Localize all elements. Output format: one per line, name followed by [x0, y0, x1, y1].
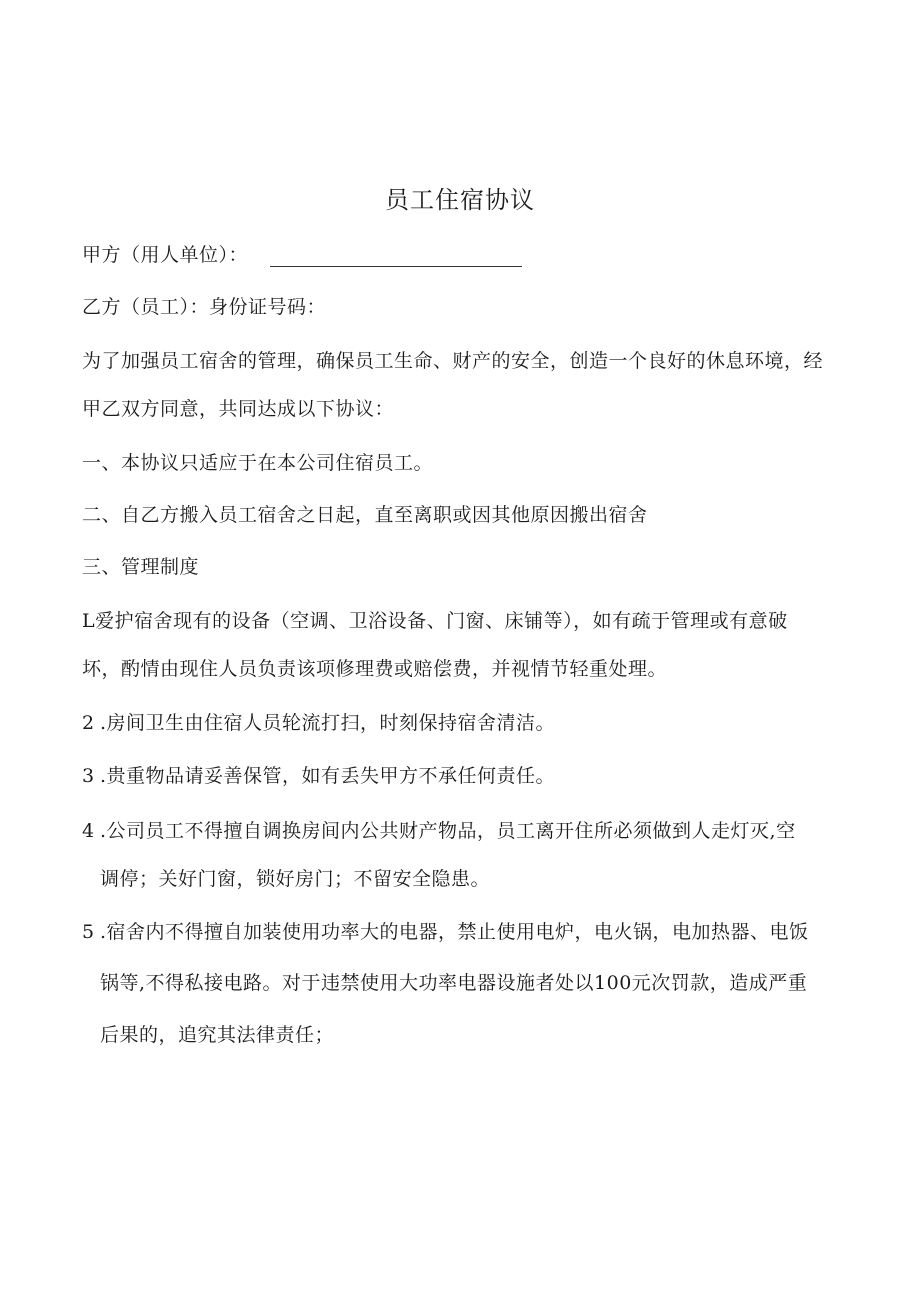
party-a-label: 甲方（用人单位）： — [82, 244, 249, 266]
clause-2: 二、自乙方搬入员工宿舍之日起，直至离职或因其他原因搬出宿舍 — [82, 504, 648, 526]
rule-2-number: 2 — [82, 712, 95, 734]
intro-line-2: 甲乙双方同意，共同达成以下协议： — [82, 398, 395, 420]
rule-5-text: .宿舍内不得擅自加装使用功率大的电器，禁止使用电炉，电火锅，电加热器、电饭 — [100, 921, 809, 943]
rule-5-line-2: 锅等,不得私接电路。对于违禁使用大功率电器设施者处以100元次罚款，造成严重 — [100, 972, 808, 994]
rule-5-line-3: 后果的，追究其法律责任； — [100, 1024, 335, 1046]
rule-4-text: .公司员工不得擅自调换房间内公共财产物品，员工离开住所必须做到人走灯灭,空 — [100, 820, 796, 842]
party-a-blank — [270, 246, 522, 267]
rule-5 — [82, 917, 809, 944]
rule-5-number: 5 — [82, 921, 95, 943]
party-a-line — [82, 240, 522, 267]
rule-1-line-2: 坏，酌情由现住人员负责该项修理费或赔偿费，并视情节轻重处理。 — [82, 658, 668, 680]
clause-1: 一、本协议只适应于在本公司住宿员工。 — [82, 452, 434, 474]
rule-3-number: 3 — [82, 765, 95, 787]
rule-4 — [82, 816, 796, 843]
intro-line-1: 为了加强员工宿舍的管理，确保员工生命、财产的安全，创造一个良好的休息环境，经 — [82, 350, 824, 372]
rule-1-line-1: L爱护宿舍现有的设备（空调、卫浴设备、门窗、床铺等），如有疏于管理或有意破 — [82, 610, 788, 632]
clause-3: 三、管理制度 — [82, 556, 200, 578]
rule-2 — [82, 708, 555, 735]
rule-3-text: .贵重物品请妥善保管，如有丢失甲方不承任何责任。 — [100, 765, 556, 787]
party-b-label: 乙方（员工）：身份证号码： — [82, 296, 327, 318]
rule-4-number: 4 — [82, 820, 95, 842]
rule-2-text: .房间卫生由住宿人员轮流打扫，时刻保持宿舍清洁。 — [100, 712, 556, 734]
rule-3 — [82, 761, 555, 788]
document-title: 员工住宿协议 — [385, 186, 535, 214]
rule-4-line-2: 调停；关好门窗，锁好房门；不留安全隐患。 — [100, 868, 491, 890]
